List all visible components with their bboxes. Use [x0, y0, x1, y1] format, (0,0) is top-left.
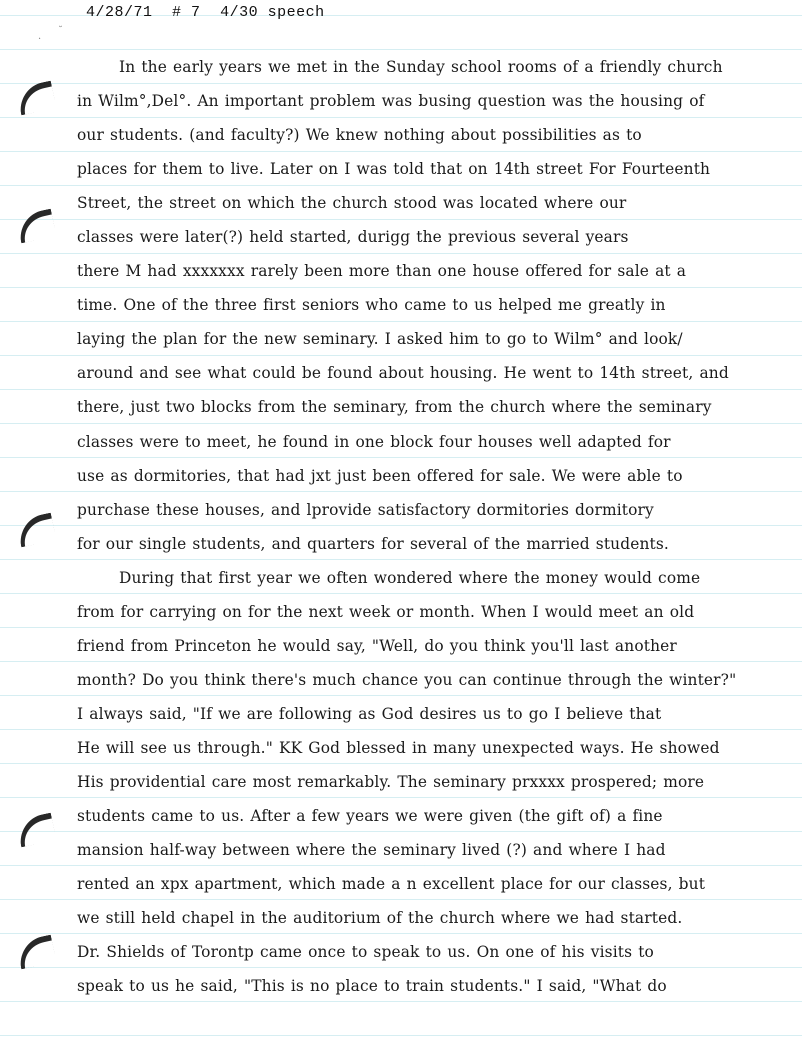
page-header	[86, 4, 335, 21]
binder-hole-mark	[15, 513, 56, 548]
header-number: # 7	[172, 4, 201, 21]
text-line: for our single students, and quarters for several of the married students.	[77, 534, 669, 553]
text-line: month? Do you think there's much chance you can continue through the winter?"	[77, 670, 737, 689]
text-line: classes were later(?) held started, durigg the previous several years	[77, 228, 629, 247]
text-line: Dr. Shields of Torontp came once to speak to us. On one of his visits to	[77, 943, 654, 962]
text-line: there M had xxxxxxx rarely been more than one house offered for sale at a	[77, 262, 687, 281]
text-line: purchase these houses, and lprovide satisfactory dormitories dormitory	[77, 500, 654, 519]
text-line: our students. (and faculty?) We knew nothing about possibilities as to	[77, 126, 642, 145]
text-line: around and see what could be found about housing. He went to 14th street, and	[77, 364, 729, 383]
text-line: I always said, "If we are following as God desires us to go I believe that	[77, 704, 662, 723]
text-line: Street, the street on which the church stood was located where our	[77, 194, 627, 213]
text-line: In the early years we met in the Sunday school rooms of a friendly church	[119, 58, 723, 76]
text-line: use as dormitories, that had jxt just been offered for sale. We were able to	[77, 466, 683, 485]
text-line: students came to us. After a few years we were given (the gift of) a fine	[77, 807, 663, 826]
text-line: mansion half-way between where the seminary lived (?) and where I had	[77, 841, 666, 860]
text-line: speak to us he said, "This is no place to train students." I said, "What do	[77, 977, 667, 996]
margin-mark: ˘	[58, 26, 63, 37]
margin-mark: ·	[38, 34, 42, 45]
text-line: During that first year we often wondered where the money would come	[119, 568, 701, 587]
binder-hole-mark	[15, 209, 56, 244]
binder-hole-mark	[15, 935, 56, 970]
text-line: from for carrying on for the next week or month. When I would meet an old	[77, 602, 695, 621]
text-line: there, just two blocks from the seminary, from the church where the seminary	[77, 398, 712, 417]
binder-hole-mark	[15, 813, 56, 848]
text-line: we still held chapel in the auditorium of the church where we had started.	[77, 909, 683, 928]
text-line: rented an xpx apartment, which made a n excellent place for our classes, but	[77, 875, 706, 894]
text-line: He will see us through." KK God blessed in many unexpected ways. He showed	[77, 738, 720, 757]
header-date: 4/28/71	[86, 4, 153, 21]
text-line: laying the plan for the new seminary. I asked him to go to Wilm° and look/	[77, 330, 683, 349]
text-line: time. One of the three first seniors who came to us helped me greatly in	[77, 296, 666, 315]
text-line: places for them to live. Later on I was told that on 14th street For Fourteenth	[77, 160, 711, 179]
text-line: classes were to meet, he found in one block four houses well adapted for	[77, 432, 671, 451]
document-body	[77, 50, 777, 1003]
header-note: 4/30 speech	[220, 4, 325, 21]
text-line: friend from Princeton he would say, "Well, do you think you'll last another	[77, 636, 677, 655]
binder-hole-mark	[15, 81, 56, 116]
text-line: in Wilm°,Del°. An important problem was busing question was the housing of	[77, 92, 705, 111]
text-line: His providential care most remarkably. The seminary prxxxx prospered; more	[77, 772, 705, 791]
